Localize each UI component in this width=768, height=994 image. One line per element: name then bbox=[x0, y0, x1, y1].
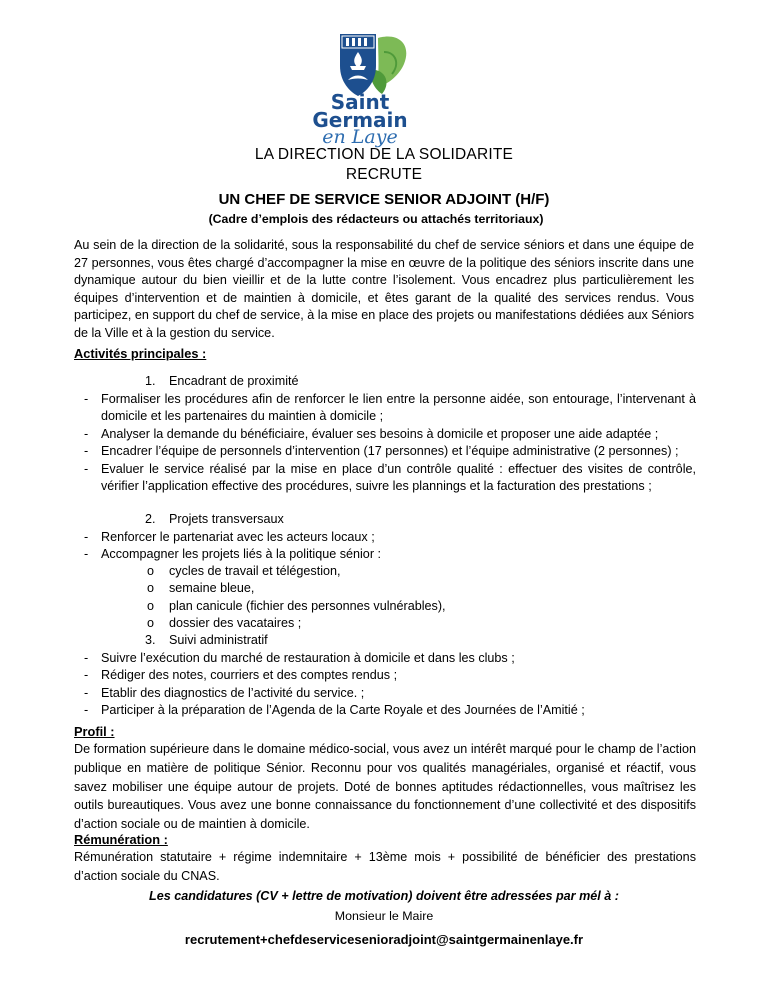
job-title: UN CHEF DE SERVICE SENIOR ADJOINT (H/F) bbox=[218, 191, 550, 208]
list-item: - Renforcer le partenariat avec les acteurs locaux ; bbox=[74, 529, 696, 546]
sub-list-item: o semaine bleue, bbox=[145, 580, 446, 597]
section-2-title bbox=[145, 512, 284, 526]
section-title: Encadrant de proximité bbox=[169, 374, 299, 388]
section-number: 2. bbox=[145, 512, 156, 526]
saint-germain-en-laye-logo bbox=[300, 30, 420, 148]
profil-paragraph: De formation supérieure dans le domaine médico-social, vous avez un intérêt marqué pour le champ de l’action publique en matière de politique Sénior. Reconnu pour vos qualités managériales, organisé et réactif, vous savez mobiliser une équipe autour de projets. Doté de bonnes aptitudes rédactionnelles, vous maîtrisez les outils bureautiques. Vous avez une bonne connaissance du fonctionnement d’une collectivité et des dispositifs d’action sociale ou de maintien à domicile. bbox=[74, 742, 696, 832]
section-title: Projets transversaux bbox=[169, 512, 284, 526]
sub-list-item: o plan canicule (fichier des personnes vulnérables), bbox=[145, 598, 446, 615]
list-item: - Encadrer l’équipe de personnels d’intervention (17 personnes) et l’équipe administrative (2 personnes) ; bbox=[74, 443, 696, 460]
sub-list-item: o dossier des vacataires ; bbox=[145, 615, 446, 632]
activities-heading: Activités principales : bbox=[74, 346, 207, 361]
remuneration-heading: Rémunération : bbox=[74, 832, 168, 847]
section-1-title bbox=[145, 374, 299, 388]
intro-paragraph: Au sein de la direction de la solidarité, sous la responsabilité du chef de service séniors et dans une équipe de 27 personnes, vous êtes chargé d’accompagner la mise en œuvre de la politique des séniors inscrite dans une dynamique autour du bien vieillir et de la lutte contre l’isolement. Vous encadrez plus particulièrement les équipes d’intervention et de maintien à domicile, et êtes garant de la qualité des services rendus. Vous participez, en support du chef de service, à la mise en place des projets ou manifestations dédiées aux Séniors de la Ville et à la gestion du service. bbox=[74, 238, 694, 340]
logo-text-en-laye: en Laye bbox=[322, 126, 398, 148]
direction-heading bbox=[0, 145, 768, 185]
section-1-list bbox=[74, 391, 696, 495]
applications-note: Les candidatures (CV + lettre de motivation) doivent être adressées par mél à : bbox=[149, 889, 619, 903]
list-item: - Participer à la préparation de l’Agenda de la Carte Royale et des Journées de l’Amitié ; bbox=[74, 702, 696, 719]
list-item: - Analyser la demande du bénéficiaire, évaluer ses besoins à domicile et proposer une aide adaptée ; bbox=[74, 426, 696, 443]
list-item: - Suivre l’exécution du marché de restauration à domicile et dans les clubs ; bbox=[74, 650, 696, 667]
cadre-subtitle: (Cadre d’emplois des rédacteurs ou attachés territoriaux) bbox=[208, 212, 544, 226]
section-2-list bbox=[74, 529, 696, 564]
list-item: - Evaluer le service réalisé par la mise en place d’un contrôle qualité : effectuer des visites de contrôle, vérifier l’application effective des procédures, suivre les plannings et la facturation des prestations ; bbox=[74, 461, 696, 496]
remuneration-paragraph: Rémunération statutaire + régime indemnitaire + 13ème mois + possibilité de bénéficier des prestations d’action sociale du CNAS. bbox=[74, 850, 696, 883]
section-3-title bbox=[145, 633, 268, 647]
sub-list-item: o cycles de travail et télégestion, bbox=[145, 563, 446, 580]
profil-heading: Profil : bbox=[74, 724, 115, 739]
contact-email[interactable]: recrutement+chefdeservicesenioradjoint@saintgermainenlaye.fr bbox=[184, 932, 584, 947]
direction-line-2: RECRUTE bbox=[345, 166, 423, 183]
direction-line-1: LA DIRECTION DE LA SOLIDARITE bbox=[254, 146, 514, 163]
section-3-list bbox=[74, 650, 696, 720]
section-number: 3. bbox=[145, 633, 156, 647]
list-item: - Formaliser les procédures afin de renforcer le lien entre la personne aidée, son entourage, l’intervenant à domicile et les partenaires du maintien à domicile ; bbox=[74, 391, 696, 426]
recipient: Monsieur le Maire bbox=[334, 909, 434, 923]
logo-text-saint: Saint bbox=[330, 90, 390, 114]
logo-text-germain: Germain bbox=[312, 108, 408, 132]
list-item: - Rédiger des notes, courriers et des comptes rendus ; bbox=[74, 667, 696, 684]
section-title: Suivi administratif bbox=[169, 633, 268, 647]
section-number: 1. bbox=[145, 374, 156, 388]
section-2-sublist bbox=[145, 563, 446, 633]
list-item: - Etablir des diagnostics de l’activité du service. ; bbox=[74, 685, 696, 702]
list-item: - Accompagner les projets liés à la politique sénior : bbox=[74, 546, 696, 563]
